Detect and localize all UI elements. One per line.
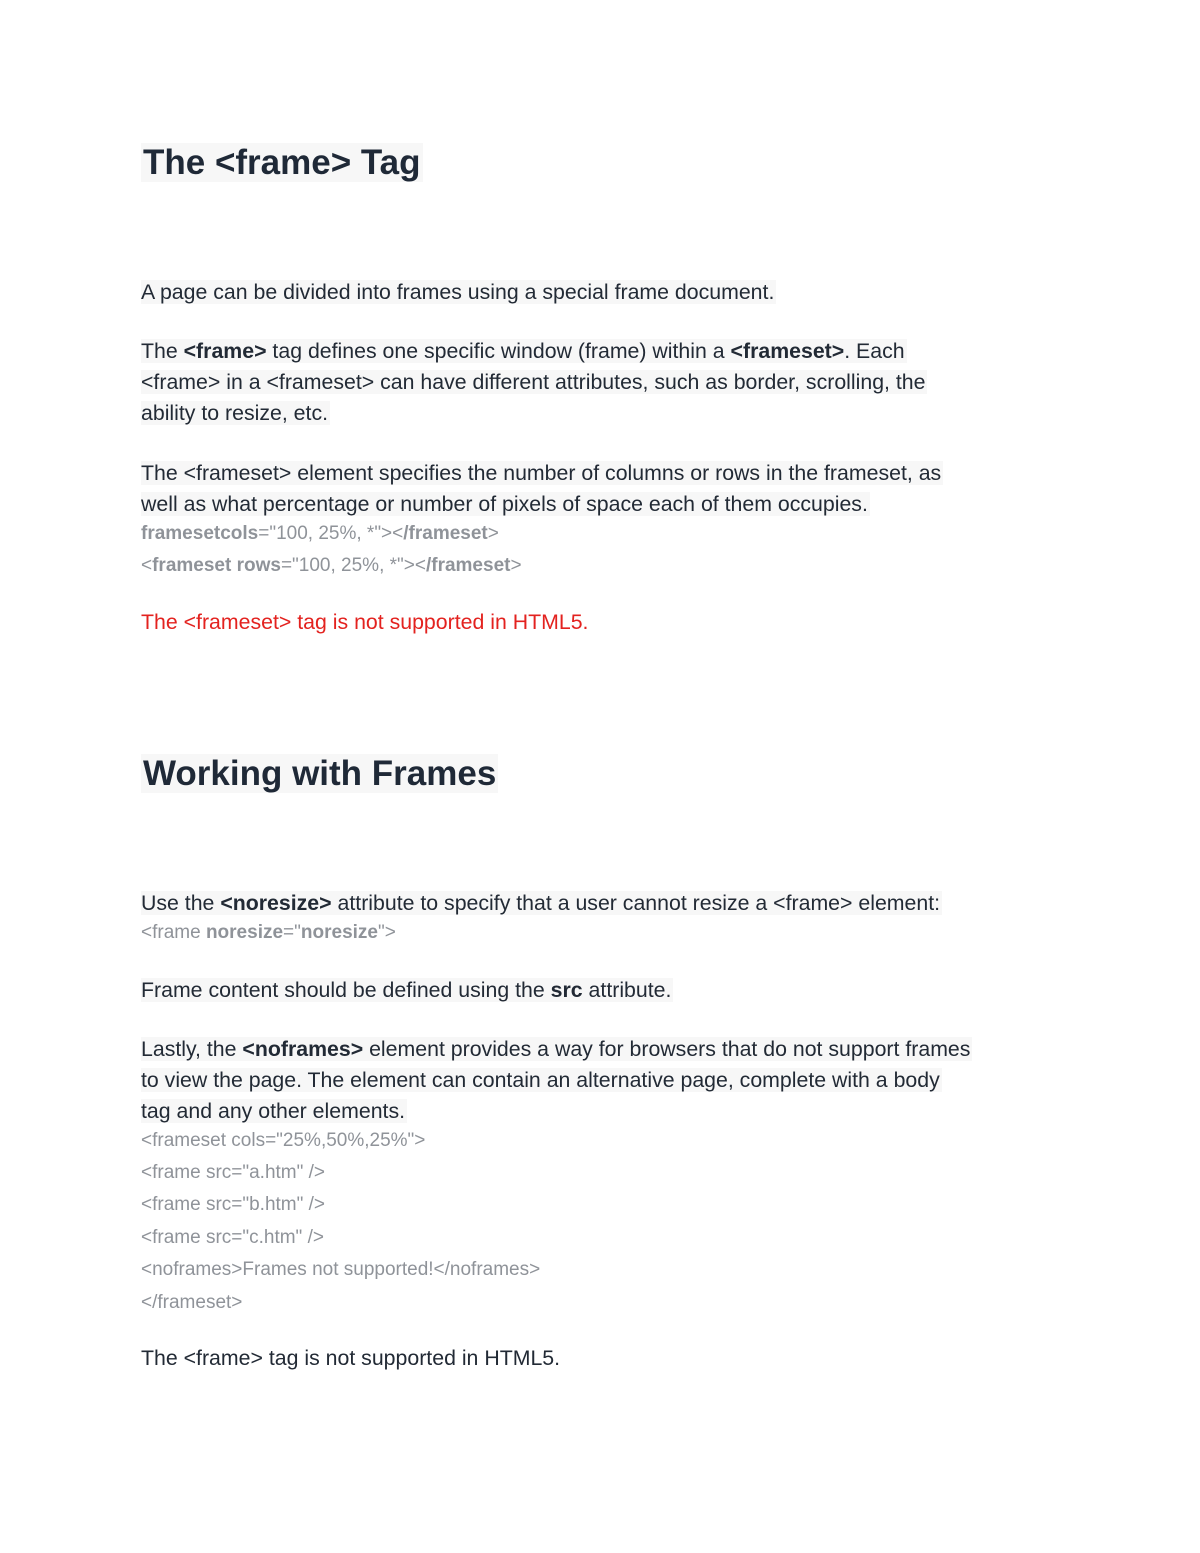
paragraph-line-3: tag and any other elements. <box>141 1099 406 1123</box>
frame-tag-bold: <frame> <box>183 339 267 363</box>
text-run: Use the <box>141 891 221 915</box>
code-text: ="100, 25%, *">< <box>280 555 426 576</box>
code-line-1: <frameset cols="25%,50%,25%"> <box>141 1130 426 1151</box>
text-run: tag defines one specific window (frame) within a <box>266 339 731 363</box>
text-run: attribute. <box>582 978 672 1002</box>
frameset-warning <box>141 607 1061 638</box>
intro-text: A page can be divided into frames using a special frame document. <box>141 280 775 304</box>
paragraph-line-1 <box>141 339 907 363</box>
frame-not-supported-paragraph <box>141 1343 1061 1374</box>
code-text: < <box>141 555 153 576</box>
code-line-6: </frameset> <box>141 1292 243 1313</box>
paragraph-line-1: The <frameset> element specifies the number of columns or rows in the frameset, as <box>141 461 942 485</box>
frame-definition-paragraph <box>141 336 1061 429</box>
text-run: The <box>141 339 184 363</box>
text-run: . Each <box>844 339 905 363</box>
noresize-paragraph <box>141 888 1061 919</box>
paragraph-line-1 <box>141 978 673 1002</box>
code-text: <frame <box>141 922 206 943</box>
section-heading-frame-tag <box>141 141 423 185</box>
code-text: > <box>510 555 522 576</box>
text-run: attribute to specify that a user cannot resize a <frame> element: <box>331 891 941 915</box>
text-run: Lastly, the <box>141 1037 243 1061</box>
code-bold: framesetcols <box>141 523 259 544</box>
paragraph-line-3: ability to resize, etc. <box>141 401 329 425</box>
intro-paragraph <box>141 277 1061 308</box>
paragraph-line-2: to view the page. The element can contain an alternative page, complete with a body <box>141 1068 940 1092</box>
code-text: > <box>487 523 499 544</box>
noresize-bold: <noresize> <box>220 891 332 915</box>
code-text: =" <box>283 922 301 943</box>
code-bold: noresize <box>205 922 284 943</box>
warning-text: The <frameset> tag is not supported in HTML5. <box>141 610 589 634</box>
code-text: "> <box>377 922 396 943</box>
noframes-bold: <noframes> <box>242 1037 364 1061</box>
frameset-paragraph <box>141 458 1061 520</box>
text-run: element provides a way for browsers that do not support frames <box>363 1037 971 1061</box>
code-bold: /frameset <box>425 555 511 576</box>
code-example-noresize <box>141 917 396 949</box>
code-line-4: <frame src="c.htm" /> <box>141 1227 324 1248</box>
text-run: Frame content should be defined using the <box>141 978 551 1002</box>
code-text: ="100, 25%, *">< <box>258 523 404 544</box>
paragraph-line-2: <frame> in a <frameset> can have different attributes, such as border, scrolling, the <box>141 370 926 394</box>
paragraph-line-1 <box>141 891 942 915</box>
code-line-2: <frame src="a.htm" /> <box>141 1162 326 1183</box>
section-heading-working-with-frames <box>141 752 498 796</box>
noframes-paragraph <box>141 1034 1061 1127</box>
code-line-5: <noframes>Frames not supported!</noframes> <box>141 1259 541 1280</box>
paragraph-line-2: well as what percentage or number of pixels of space each of them occupies. <box>141 492 868 516</box>
final-text: The <frame> tag is not supported in HTML5. <box>141 1346 561 1370</box>
code-bold: frameset rows <box>152 555 281 576</box>
frameset-tag-bold: <frameset> <box>730 339 845 363</box>
code-bold: /frameset <box>403 523 488 544</box>
heading-text: Working with Frames <box>143 754 497 793</box>
code-example-cols <box>141 518 499 550</box>
src-bold: src <box>550 978 583 1002</box>
paragraph-line-1 <box>141 1037 972 1061</box>
heading-text: The <frame> Tag <box>143 143 421 182</box>
src-paragraph <box>141 975 1061 1006</box>
code-example-rows <box>141 550 522 582</box>
code-line-3: <frame src="b.htm" /> <box>141 1194 326 1215</box>
code-bold: noresize <box>300 922 378 943</box>
